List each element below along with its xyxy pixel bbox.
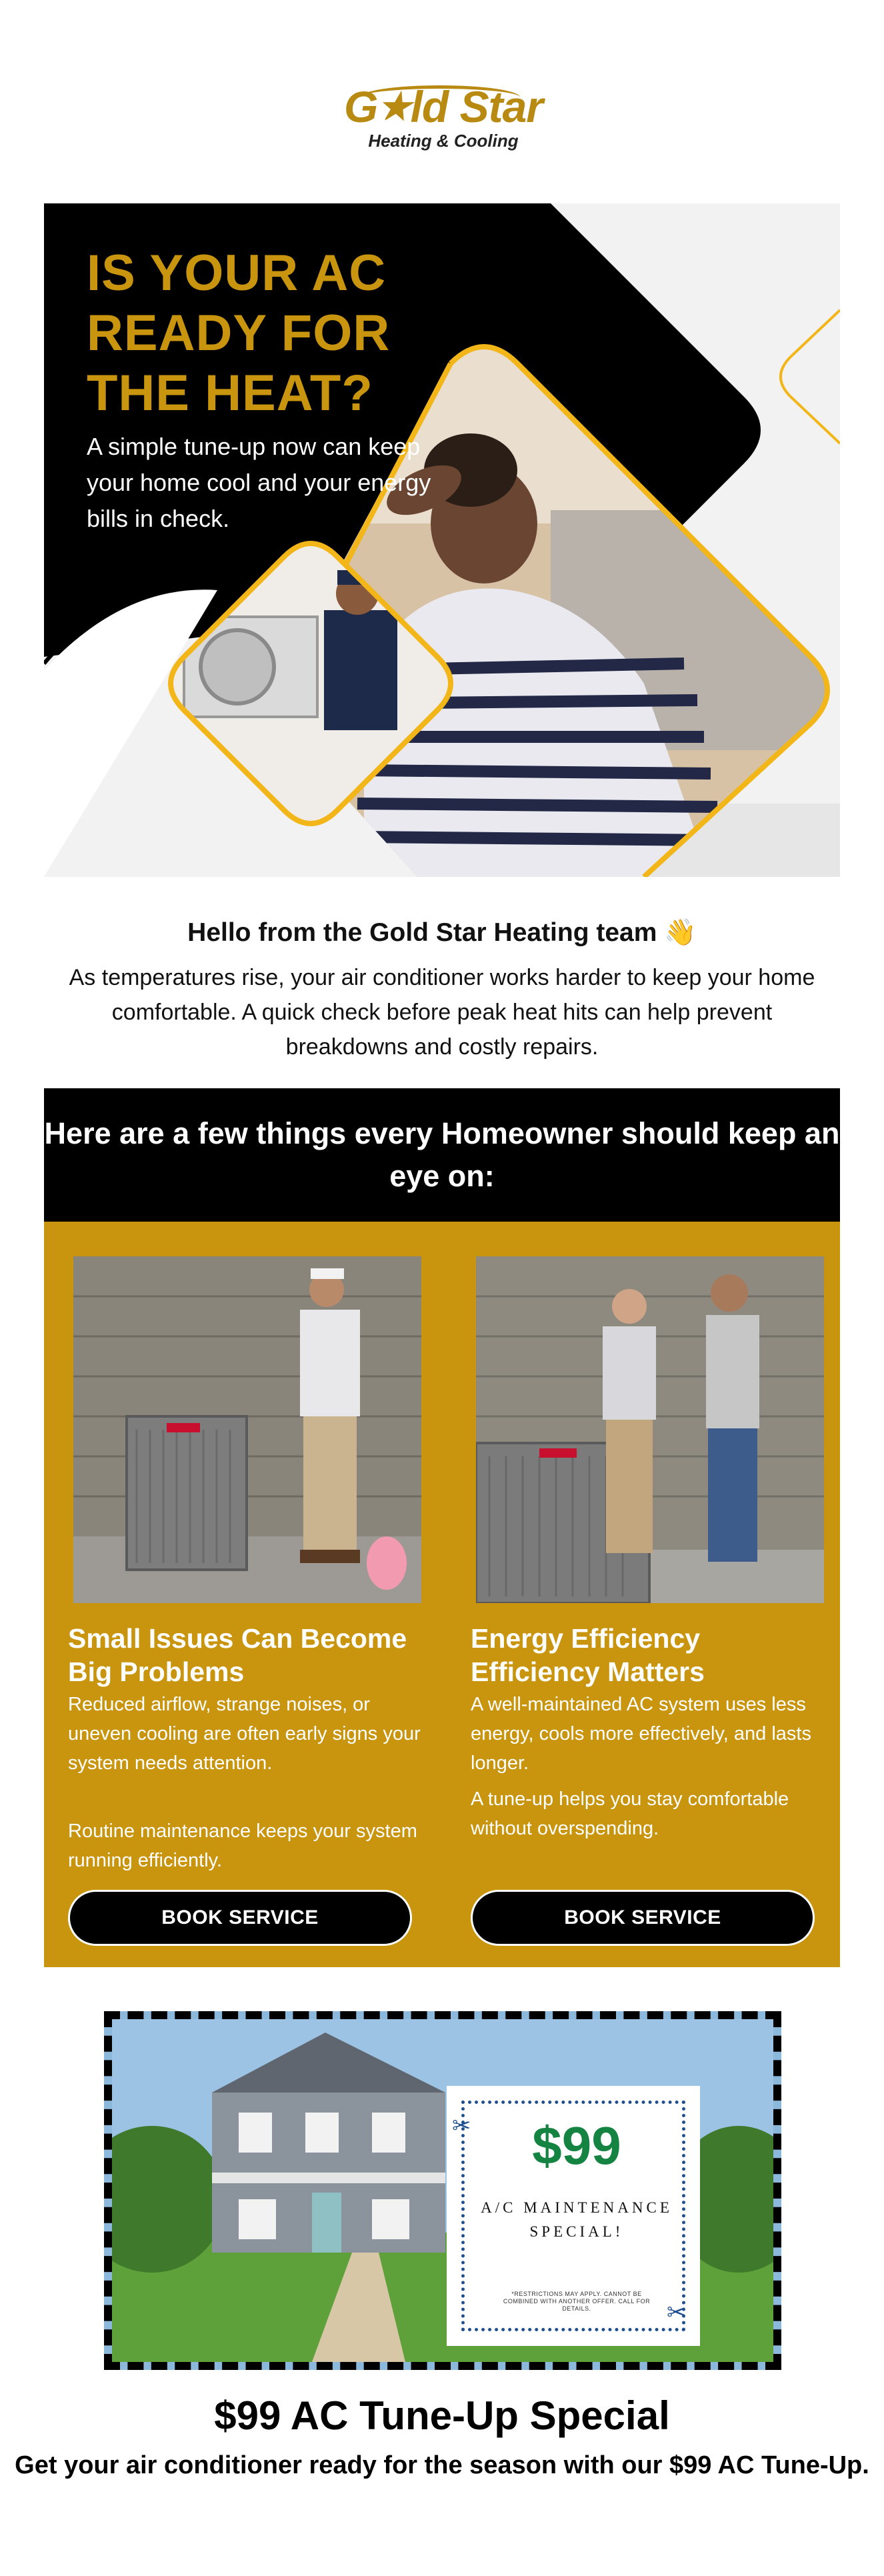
- coupon-text: A/C MAINTENANCE SPECIAL!: [481, 2199, 673, 2240]
- star-icon: ★: [377, 85, 411, 127]
- gold-star-logo: [313, 80, 573, 173]
- offer-title: $99 AC Tune-Up Special: [214, 2393, 670, 2438]
- hero-subtitle: A simple tune-up now can keep your home cool and your energy bills in check.: [87, 433, 431, 532]
- coupon-card: [447, 2086, 700, 2346]
- tip-card-title: Energy Efficiency Efficiency Matters: [471, 1623, 705, 1687]
- book-service-button[interactable]: BOOK SERVICE: [68, 1890, 412, 1946]
- tips-panel: [44, 1222, 840, 1967]
- scissors-icon: ✂: [452, 2113, 471, 2139]
- coupon-banner[interactable]: [104, 2011, 781, 2370]
- coupon-border: [461, 2101, 685, 2331]
- tips-header: [44, 1088, 840, 1222]
- coupon-fine-print: *RESTRICTIONS MAY APPLY. CANNOT BE COMBINED WITH ANOTHER OFFER. CALL FOR DETAILS.: [503, 2291, 651, 2312]
- greeting-body: As temperatures rise, your air conditioner works harder to keep your home comfortable. A quick check before peak heat hits can help prevent breakdowns and costly repairs.: [69, 965, 815, 1060]
- tips-heading: Here are a few things every Homeowner should keep an eye on:: [44, 1116, 840, 1193]
- tip-card-text-secondary: Routine maintenance keeps your system running efficiently.: [68, 1820, 417, 1871]
- tip-card-text-secondary: A tune-up helps you stay comfortable without overspending.: [471, 1788, 789, 1839]
- logo-tagline: Heating & Cooling: [368, 131, 519, 151]
- tip-card-text: Reduced airflow, strange noises, or uneven cooling are often early signs your system needs attention.: [68, 1694, 421, 1774]
- hero-title: IS YOUR AC READY FOR THE HEAT?: [87, 245, 391, 421]
- logo-name-part2: ld Star: [410, 82, 543, 131]
- greeting-title: Hello from the Gold Star Heating team 👋: [187, 918, 697, 947]
- coupon-price: $99: [532, 2116, 621, 2175]
- logo-name-part1: G: [344, 82, 378, 131]
- technician-homeowner-photo: [476, 1256, 824, 1603]
- tip-card-text: A well-maintained AC system uses less energy, cools more effectively, and lasts longer.: [471, 1694, 811, 1774]
- hero-banner: [44, 203, 840, 877]
- scissors-icon: ✂: [667, 2300, 686, 2325]
- tip-card-title: Small Issues Can Become Big Problems: [68, 1623, 407, 1687]
- offer-subtitle: Get your air conditioner ready for the season with our $99 AC Tune-Up.: [15, 2451, 869, 2479]
- technician-photo: [73, 1256, 421, 1603]
- book-service-button[interactable]: BOOK SERVICE: [471, 1890, 815, 1946]
